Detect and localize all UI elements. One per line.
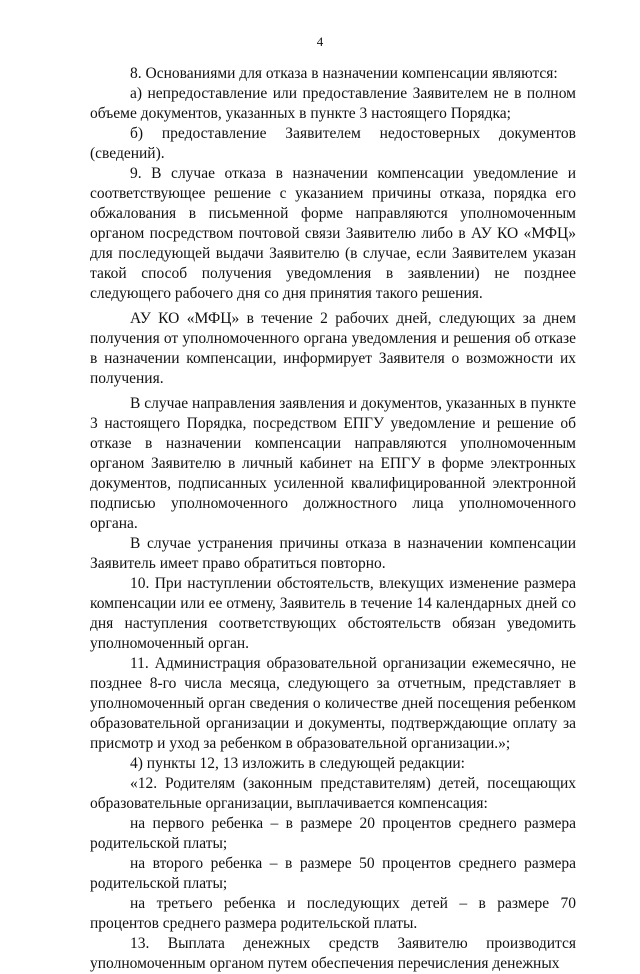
paragraph-first-child: на первого ребенка – в размере 20 процентов среднего размера родительской платы;	[90, 815, 576, 852]
paragraph-10: 10. При наступлении обстоятельств, влекущих изменение размера компенсации или ее отмену, Заявитель в течение 14 календарных дней со дня наступления соответствующих обстоятельств обязан уведомить уполномоченный орган.	[90, 575, 576, 652]
paragraph-12: «12. Родителям (законным представителям) детей, посещающих образовательные организации, выплачивается компенсация:	[90, 775, 576, 812]
paragraph-amendment-4: 4) пункты 12, 13 изложить в следующей редакции:	[130, 755, 465, 772]
paragraph-second-child: на второго ребенка – в размере 50 процентов среднего размера родительской платы;	[90, 855, 576, 892]
document-body	[90, 64, 576, 974]
paragraph-third-child: на третьего ребенка и последующих детей – в размере 70 процентов среднего размера родительской платы.	[90, 895, 576, 932]
paragraph-11: 11. Администрация образовательной организации ежемесячно, не позднее 8-го числа месяца, следующего за отчетным, представляет в уполномоченный орган сведения о количестве дней посещения ребенком образовательной организации и документы, подтверждающие оплату за присмотр и уход за ребенком в образовательной организации.»;	[90, 655, 576, 752]
paragraph-13: 13. Выплата денежных средств Заявителю производится уполномоченным органом путем обеспечения перечисления денежных	[90, 935, 576, 972]
paragraph-8b: б) предоставление Заявителем недостоверных документов (сведений).	[90, 125, 576, 162]
page-number: 4	[316, 34, 324, 49]
paragraph-8-title: 8. Основаниями для отказа в назначении компенсации являются:	[130, 65, 558, 82]
paragraph-mfc-informs: АУ КО «МФЦ» в течение 2 рабочих дней, следующих за днем получения от уполномоченного органа уведомления и решения об отказе в назначении компенсации, информирует Заявителя о возможности их получения.	[90, 310, 576, 387]
paragraph-8a: а) непредоставление или предоставление Заявителем не в полном объеме документов, указанных в пункте 3 настоящего Порядка;	[90, 85, 576, 122]
paragraph-repeat-appeal: В случае устранения причины отказа в назначении компенсации Заявитель имеет право обратиться повторно.	[90, 535, 576, 572]
paragraph-epgu: В случае направления заявления и документов, указанных в пункте 3 настоящего Порядка, посредством ЕПГУ уведомление и решение об отказе в назначении компенсации направляются уполномоченным органом Заявителю в личный кабинет на ЕПГУ в форме электронных документов, подписанных усиленной квалифицированной электронной подписью уполномоченного должностного лица уполномоченного органа.	[90, 395, 576, 532]
paragraph-9: 9. В случае отказа в назначении компенсации уведомление и соответствующее решение с указанием причины отказа, порядка его обжалования в письменной форме направляются уполномоченным органом посредством почтовой связи Заявителю либо в АУ КО «МФЦ» для последующей выдачи Заявителю (в случае, если Заявителем указан такой способ получения уведомления в заявлении) не позднее следующего рабочего дня со дня принятия такого решения.	[90, 165, 576, 302]
